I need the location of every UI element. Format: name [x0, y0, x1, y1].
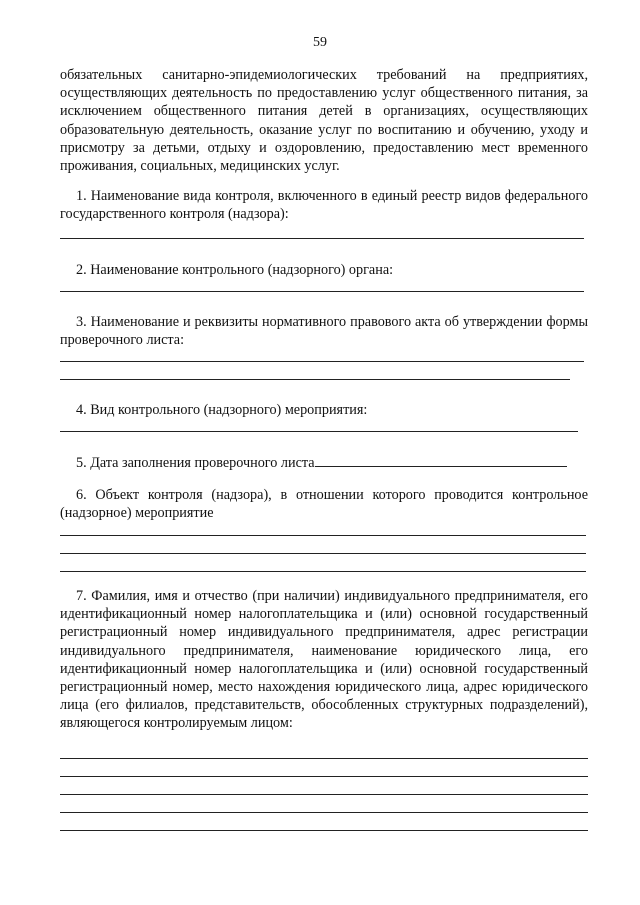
item-1-text: 1. Наименование вида контроля, включенного в единый реестр видов федерального государственного контроля (надзора): — [60, 188, 588, 223]
item-7-fill-line-2[interactable] — [60, 776, 588, 777]
item-6-fill-line-3[interactable] — [60, 571, 586, 572]
item-3-text: 3. Наименование и реквизиты нормативного правового акта об утверждении формы проверочного листа: — [60, 314, 588, 349]
page-number: 59 — [313, 35, 327, 50]
item-4-fill-line[interactable] — [60, 431, 578, 432]
item-6-text: 6. Объект контроля (надзора), в отношении которого проводится контрольное (надзорное) мероприятие — [60, 487, 588, 522]
item-7-text: 7. Фамилия, имя и отчество (при наличии) индивидуального предпринимателя, его идентификационный номер налогоплательщика и (или) основной государственный регистрационный номер индивидуального предпринимателя, адрес регистрации индивидуального предпринимателя, наименование юридического лица, его идентификационный номер налогоплательщика и (или) основной государственный регистрационный номер, место нахождения юридического лица, адрес юридического лица (его филиалов, представительств, обособленных структурных подразделений), являющегося контролируемым лицом: — [60, 588, 588, 732]
item-1-fill-line[interactable] — [60, 238, 584, 239]
item-7-fill-line-4[interactable] — [60, 812, 588, 813]
item-5-date-field[interactable] — [315, 454, 567, 467]
item-7-fill-line-3[interactable] — [60, 794, 588, 795]
item-7-fill-line-5[interactable] — [60, 830, 588, 831]
item-5-row — [60, 454, 588, 472]
item-2-fill-line[interactable] — [60, 291, 584, 292]
item-6-fill-line-2[interactable] — [60, 553, 586, 554]
item-3-fill-line-1[interactable] — [60, 361, 584, 362]
item-6-fill-line-1[interactable] — [60, 535, 586, 536]
item-3-fill-line-2[interactable] — [60, 379, 570, 380]
item-5-text: 5. Дата заполнения проверочного листа — [76, 455, 315, 471]
item-4-text: 4. Вид контрольного (надзорного) мероприятия: — [76, 402, 368, 418]
item-2-text: 2. Наименование контрольного (надзорного) органа: — [76, 262, 394, 278]
item-7-fill-line-1[interactable] — [60, 758, 588, 759]
intro-paragraph: обязательных санитарно-эпидемиологических требований на предприятиях, осуществляющих деятельность по предоставлению услуг общественного питания, за исключением общественного питания детей в организациях, осуществляющих образовательную деятельность, оказание услуг по воспитанию и обучению, уходу и присмотру за детьми, отдыху и оздоровлению, предоставлению мест временного проживания, социальных, медицинских услуг. — [60, 67, 588, 175]
